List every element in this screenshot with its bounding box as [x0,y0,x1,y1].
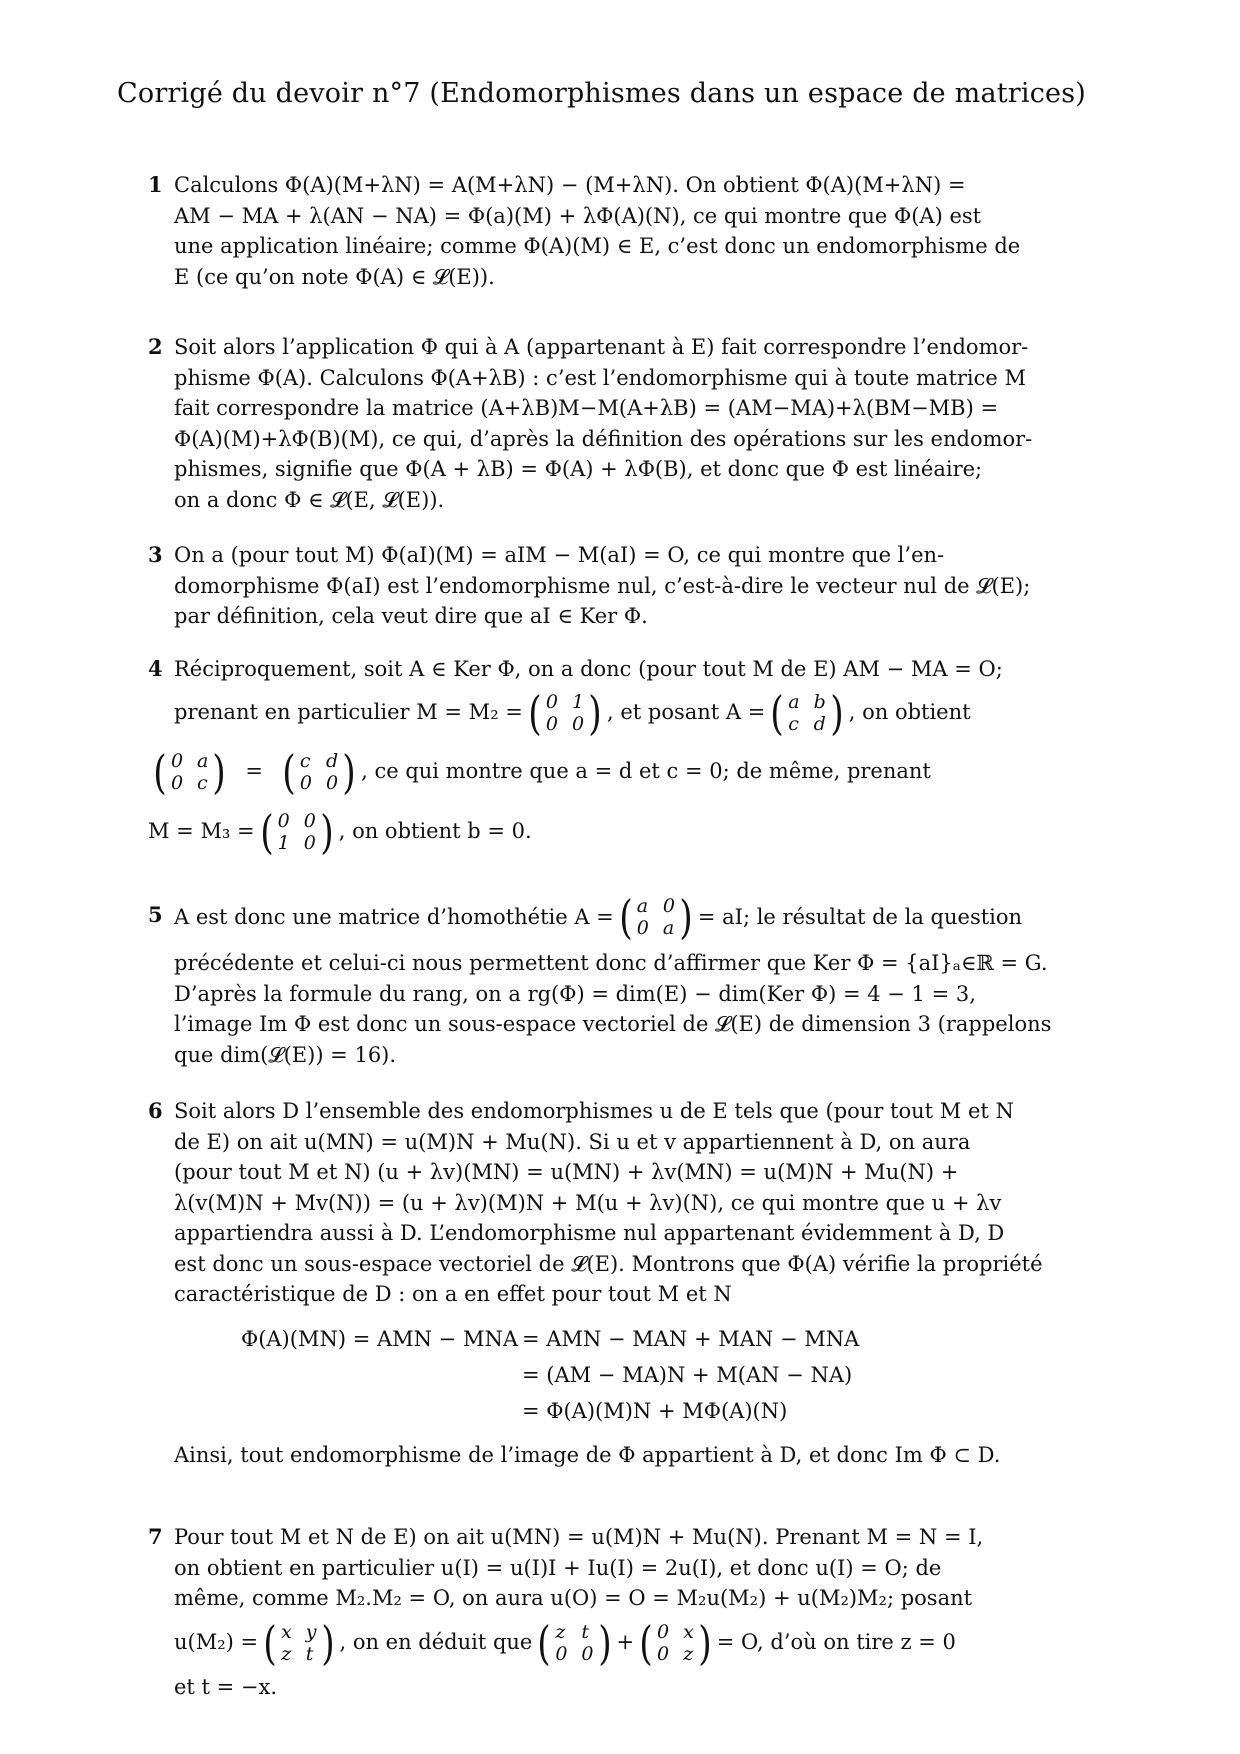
section-3 [148,540,1074,632]
text-line: phisme Φ(A). Calculons Φ(A+λB) : c’est l’endomorphisme qui à toute matrice M [174,365,1027,390]
equation-row: = (AM − MA)N + M(AN − NA) [522,1363,853,1388]
text-line: même, comme M₂.M₂ = O, on aura u(O) = O = M₂u(M₂) + u(M₂)M₂; posant [174,1586,973,1610]
text-fragment: , on obtient [848,700,971,725]
section-7 [148,1522,1074,1702]
text-fragment: A est donc une matrice d’homothétie A = [174,904,614,929]
text-line: de E) on ait u(MN) = u(M)N + Mu(N). Si u et v appartiennent à D, on aura [174,1129,971,1154]
text-line: on a donc Φ ∈ 𝓛(E, 𝓛(E)). [174,487,445,512]
matrix-line [148,803,1074,861]
text-line: que dim(𝓛(E)) = 16). [174,1042,397,1067]
section-number: 5 [148,902,163,927]
text-fragment: prenant en particulier M = M₂ = [174,700,523,725]
text-fragment: = O, d’où on tire z = 0 [716,1630,956,1655]
text-line: λ(v(M)N + Mv(N)) = (u + λv)(M)N + M(u + λv)(N), ce qui montre que u + λv [174,1190,1002,1215]
matrix-homothetie: ( a 0 0 a ) [619,890,693,944]
text-fragment: , et posant A = [606,700,766,725]
text-line: phismes, signifie que Φ(A + λB) = Φ(A) + λΦ(B), et donc que Φ est linéaire; [174,457,983,481]
text-line: et t = −x. [174,1674,278,1699]
text-fragment: = [245,759,263,784]
section-number: 4 [148,656,163,681]
matrix-line [174,1614,1074,1672]
section-4 [148,654,1074,861]
text-line: Réciproquement, soit A ∈ Ker Φ, on a donc (pour tout M de E) AM − MA = O; [174,657,1003,681]
matrix-uM2: ( x y z t ) [263,1615,335,1670]
matrix-Q: ( 0 x 0 z ) [639,1615,712,1670]
equation-row: Φ(A)(MN) = AMN − MNA = AMN − MAN + MAN − MNA [240,1327,860,1352]
text-line: caractéristique de D : on a en effet pour tout M et N [174,1282,732,1306]
matrix-P: ( z t 0 0 ) [537,1615,612,1670]
text-line: par définition, cela veut dire que aI ∈ Ker Φ. [174,604,648,628]
page-title: Corrigé du devoir n°7 (Endomorphismes dans un espace de matrices) [117,78,1087,109]
text-line: Calculons Φ(A)(M+λN) = A(M+λN) − (M+λN). On obtient Φ(A)(M+λN) = [174,173,966,197]
matrix-line [148,741,1074,803]
text-fragment: , ce qui montre que a = d et c = 0; de même, prenant [361,759,931,784]
text-line: on obtient en particulier u(I) = u(I)I + Iu(I) = 2u(I), et donc u(I) = O; de [174,1555,942,1580]
text-line: D’après la formule du rang, on a rg(Φ) = dim(E) − dim(Ker Φ) = 4 − 1 = 3, [174,981,976,1006]
section-number: 2 [148,334,163,359]
section-number: 6 [148,1098,163,1123]
text-line: Soit alors l’application Φ qui à A (appartenant à E) fait correspondre l’endomor- [174,335,1029,359]
text-line: Soit alors D l’ensemble des endomorphismes u de E tels que (pour tout M et N [174,1099,1014,1123]
matrix-line [174,685,1074,741]
text-line: Pour tout M et N de E) on ait u(MN) = u(M)N + Mu(N). Prenant M = N = I, [174,1525,984,1549]
matrix-A: ( a b c d ) [770,685,844,740]
section-6 [148,1096,1074,1470]
matrix-M2: ( 0 1 0 0 ) [528,685,602,740]
matrix-M3: ( 0 0 1 0 ) [259,804,334,859]
text-line: domorphisme Φ(aI) est l’endomorphisme nul, c’est-à-dire le vecteur nul de 𝓛(E); [174,573,1031,598]
equation-row: = Φ(A)(M)N + MΦ(A)(N) [522,1399,788,1424]
matrix-left: ( 0 a 0 c ) [153,744,227,799]
matrix-right: ( c d 0 0 ) [282,744,356,799]
section-number: 1 [148,172,163,197]
section-1 [148,170,1074,292]
text-fragment: + [616,1630,635,1655]
matrix-line [174,886,1074,948]
text-line: Ainsi, tout endomorphisme de l’image de Φ appartient à D, et donc Im Φ ⊂ D. [174,1442,1001,1467]
text-line: Φ(A)(M)+λΦ(B)(M), ce qui, d’après la définition des opérations sur les endomor- [174,426,1033,451]
text-line: précédente et celui-ci nous permettent donc d’affirmer que Ker Φ = {aI}ₐ∈ℝ = G. [174,951,1048,975]
text-fragment: , on en déduit que [339,1630,533,1655]
text-line: (pour tout M et N) (u + λv)(MN) = u(MN) + λv(MN) = u(M)N + Mu(N) + [174,1160,959,1184]
text-line: une application linéaire; comme Φ(A)(M) ∈ E, c’est donc un endomorphisme de [174,234,1021,258]
text-line: AM − MA + λ(AN − NA) = Φ(a)(M) + λΦ(A)(N), ce qui montre que Φ(A) est [174,203,982,228]
text-fragment: , on obtient b = 0. [338,819,532,844]
text-line: fait correspondre la matrice (A+λB)M−M(A+λB) = (AM−MA)+λ(BM−MB) = [174,396,999,420]
text-fragment: = aI; le résultat de la question [697,904,1023,929]
text-fragment: M = M₃ = [148,819,255,844]
text-line: E (ce qu’on note Φ(A) ∈ 𝓛(E)). [174,264,495,289]
text-fragment: u(M₂) = [174,1630,259,1655]
section-5 [148,886,1074,1070]
section-2 [148,332,1074,515]
text-line: est donc un sous-espace vectoriel de 𝓛(E). Montrons que Φ(A) vérifie la propriété [174,1251,1043,1276]
text-line: On a (pour tout M) Φ(aI)(M) = aIM − M(aI) = O, ce qui montre que l’en- [174,543,945,567]
text-line: l’image Im Φ est donc un sous-espace vectoriel de 𝓛(E) de dimension 3 (rappelons [174,1012,1052,1036]
section-number: 7 [148,1524,163,1549]
section-number: 3 [148,542,163,567]
equation-block [174,1322,1074,1430]
text-line: appartiendra aussi à D. L’endomorphisme nul appartenant évidemment à D, D [174,1221,1005,1245]
